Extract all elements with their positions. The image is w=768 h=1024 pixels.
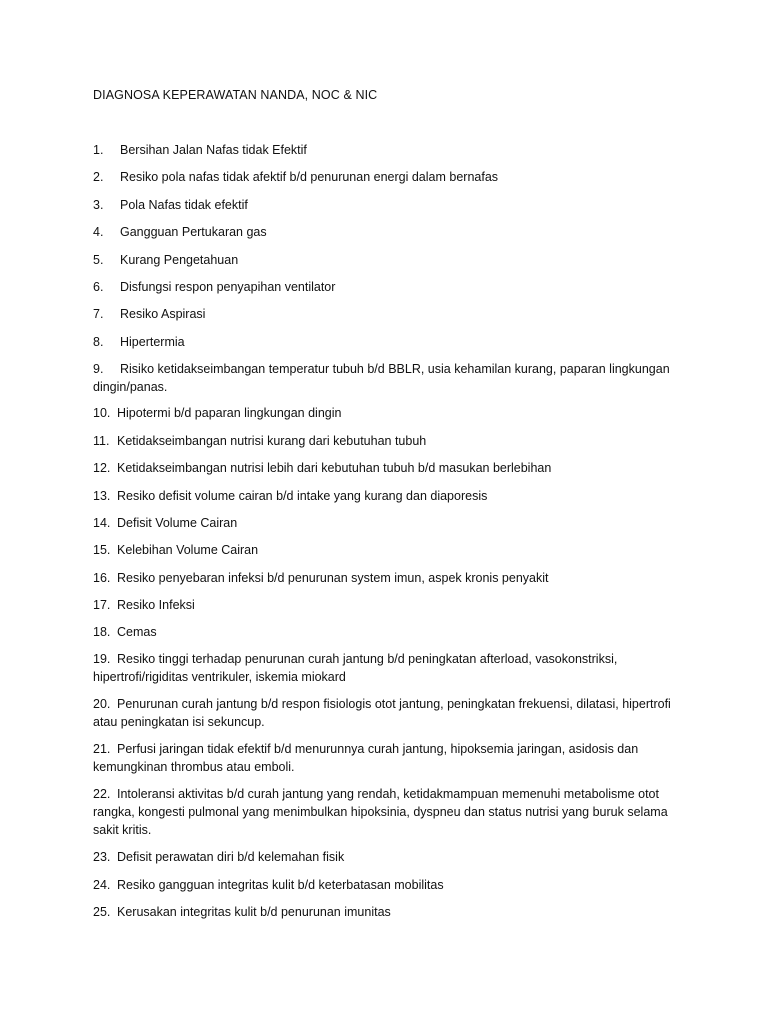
- list-item: [93, 333, 683, 351]
- list-item-text: Resiko gangguan integritas kulit b/d keterbatasan mobilitas: [117, 878, 444, 892]
- list-item-text: Bersihan Jalan Nafas tidak Efektif: [120, 143, 307, 157]
- list-item-number: 4.: [93, 225, 104, 239]
- list-item-text: Penurunan curah jantung b/d respon fisiologis otot jantung, peningkatan frekuensi, dilatasi, hipertrofi atau peningkatan isi sekuncup.: [93, 697, 671, 729]
- list-item-number: 10.: [93, 406, 111, 420]
- list-item-text: Resiko penyebaran infeksi b/d penurunan system imun, aspek kronis penyakit: [117, 571, 549, 585]
- list-item-text: Resiko Aspirasi: [120, 307, 206, 321]
- list-item-text: Cemas: [117, 625, 157, 639]
- list-item-number: 18.: [93, 625, 111, 639]
- list-item-number: 11.: [93, 434, 110, 448]
- list-item: [93, 432, 683, 450]
- list-item-number: 12.: [93, 461, 111, 475]
- list-item-text: Hipotermi b/d paparan lingkungan dingin: [117, 406, 342, 420]
- list-item-number: 16.: [93, 571, 111, 585]
- list-item: [93, 541, 683, 559]
- list-item-number: 5.: [93, 253, 104, 267]
- list-item-number: 20.: [93, 697, 111, 711]
- list-item-text: Resiko pola nafas tidak afektif b/d penurunan energi dalam bernafas: [120, 170, 499, 184]
- list-item: [93, 223, 683, 241]
- list-item-text: Disfungsi respon penyapihan ventilator: [120, 280, 336, 294]
- list-item-number: 13.: [93, 489, 111, 503]
- list-item: [93, 903, 683, 921]
- list-item-text: Defisit Volume Cairan: [117, 516, 238, 530]
- list-item-number: 17.: [93, 598, 111, 612]
- list-item: [93, 459, 683, 477]
- list-item-number: 8.: [93, 335, 104, 349]
- list-item-number: 25.: [93, 905, 111, 919]
- list-item-text: Ketidakseimbangan nutrisi lebih dari kebutuhan tubuh b/d masukan berlebihan: [117, 461, 552, 475]
- list-item: [93, 848, 683, 866]
- list-item-number: 2.: [93, 170, 104, 184]
- list-item: [93, 404, 683, 422]
- list-item-text: Defisit perawatan diri b/d kelemahan fisik: [117, 850, 345, 864]
- list-item-number: 9.: [93, 362, 104, 376]
- list-item-text: Risiko ketidakseimbangan temperatur tubuh b/d BBLR, usia kehamilan kurang, paparan lingkungan dingin/panas.: [93, 362, 670, 394]
- list-item: [93, 623, 683, 641]
- list-item-text: Pola Nafas tidak efektif: [120, 198, 248, 212]
- list-item: [93, 196, 683, 214]
- list-item: [93, 305, 683, 323]
- list-item-text: Perfusi jaringan tidak efektif b/d menurunnya curah jantung, hipoksemia jaringan, asidosis dan kemungkinan thrombus atau emboli.: [93, 742, 639, 774]
- list-item-number: 3.: [93, 198, 104, 212]
- list-item: [93, 487, 683, 505]
- list-item: [93, 785, 683, 839]
- list-item: [93, 251, 683, 269]
- list-item-text: Resiko tinggi terhadap penurunan curah jantung b/d peningkatan afterload, vasokonstriksi, hipertrofi/rigiditas ventrikuler, iskemia miokard: [93, 652, 618, 684]
- list-item-text: Intoleransi aktivitas b/d curah jantung yang rendah, ketidakmampuan memenuhi metabolisme otot rangka, kongesti pulmonal yang menimbulkan hipoksinia, dyspneu dan status nutrisi yang buruk selama sakit kritis.: [93, 787, 668, 837]
- list-item: [93, 650, 683, 686]
- list-item-number: 6.: [93, 280, 104, 294]
- list-item-text: Kelebihan Volume Cairan: [117, 543, 259, 557]
- list-item: [93, 596, 683, 614]
- list-item-text: Ketidakseimbangan nutrisi kurang dari kebutuhan tubuh: [117, 434, 427, 448]
- list-item-number: 21.: [93, 742, 111, 756]
- list-item-number: 15.: [93, 543, 111, 557]
- list-item-text: Hipertermia: [120, 335, 185, 349]
- list-item: [93, 141, 683, 159]
- list-item-number: 19.: [93, 652, 111, 666]
- list-item: [93, 695, 683, 731]
- list-item: [93, 514, 683, 532]
- list-item-number: 7.: [93, 307, 104, 321]
- list-item-number: 24.: [93, 878, 111, 892]
- list-item: [93, 360, 683, 396]
- list-item-text: Kurang Pengetahuan: [120, 253, 239, 267]
- list-item-text: Gangguan Pertukaran gas: [120, 225, 267, 239]
- list-item-text: Kerusakan integritas kulit b/d penurunan imunitas: [117, 905, 391, 919]
- list-item-text: Resiko Infeksi: [117, 598, 195, 612]
- list-item: [93, 876, 683, 894]
- list-item: [93, 168, 683, 186]
- list-item-text: Resiko defisit volume cairan b/d intake yang kurang dan diaporesis: [117, 489, 488, 503]
- list-item-number: 1.: [93, 143, 104, 157]
- list-item: [93, 569, 683, 587]
- list-item-number: 23.: [93, 850, 111, 864]
- list-item-number: 14.: [93, 516, 111, 530]
- list-item-number: 22.: [93, 787, 111, 801]
- list-item: [93, 278, 683, 296]
- list-item: [93, 740, 683, 776]
- document-title: DIAGNOSA KEPERAWATAN NANDA, NOC & NIC: [93, 88, 378, 102]
